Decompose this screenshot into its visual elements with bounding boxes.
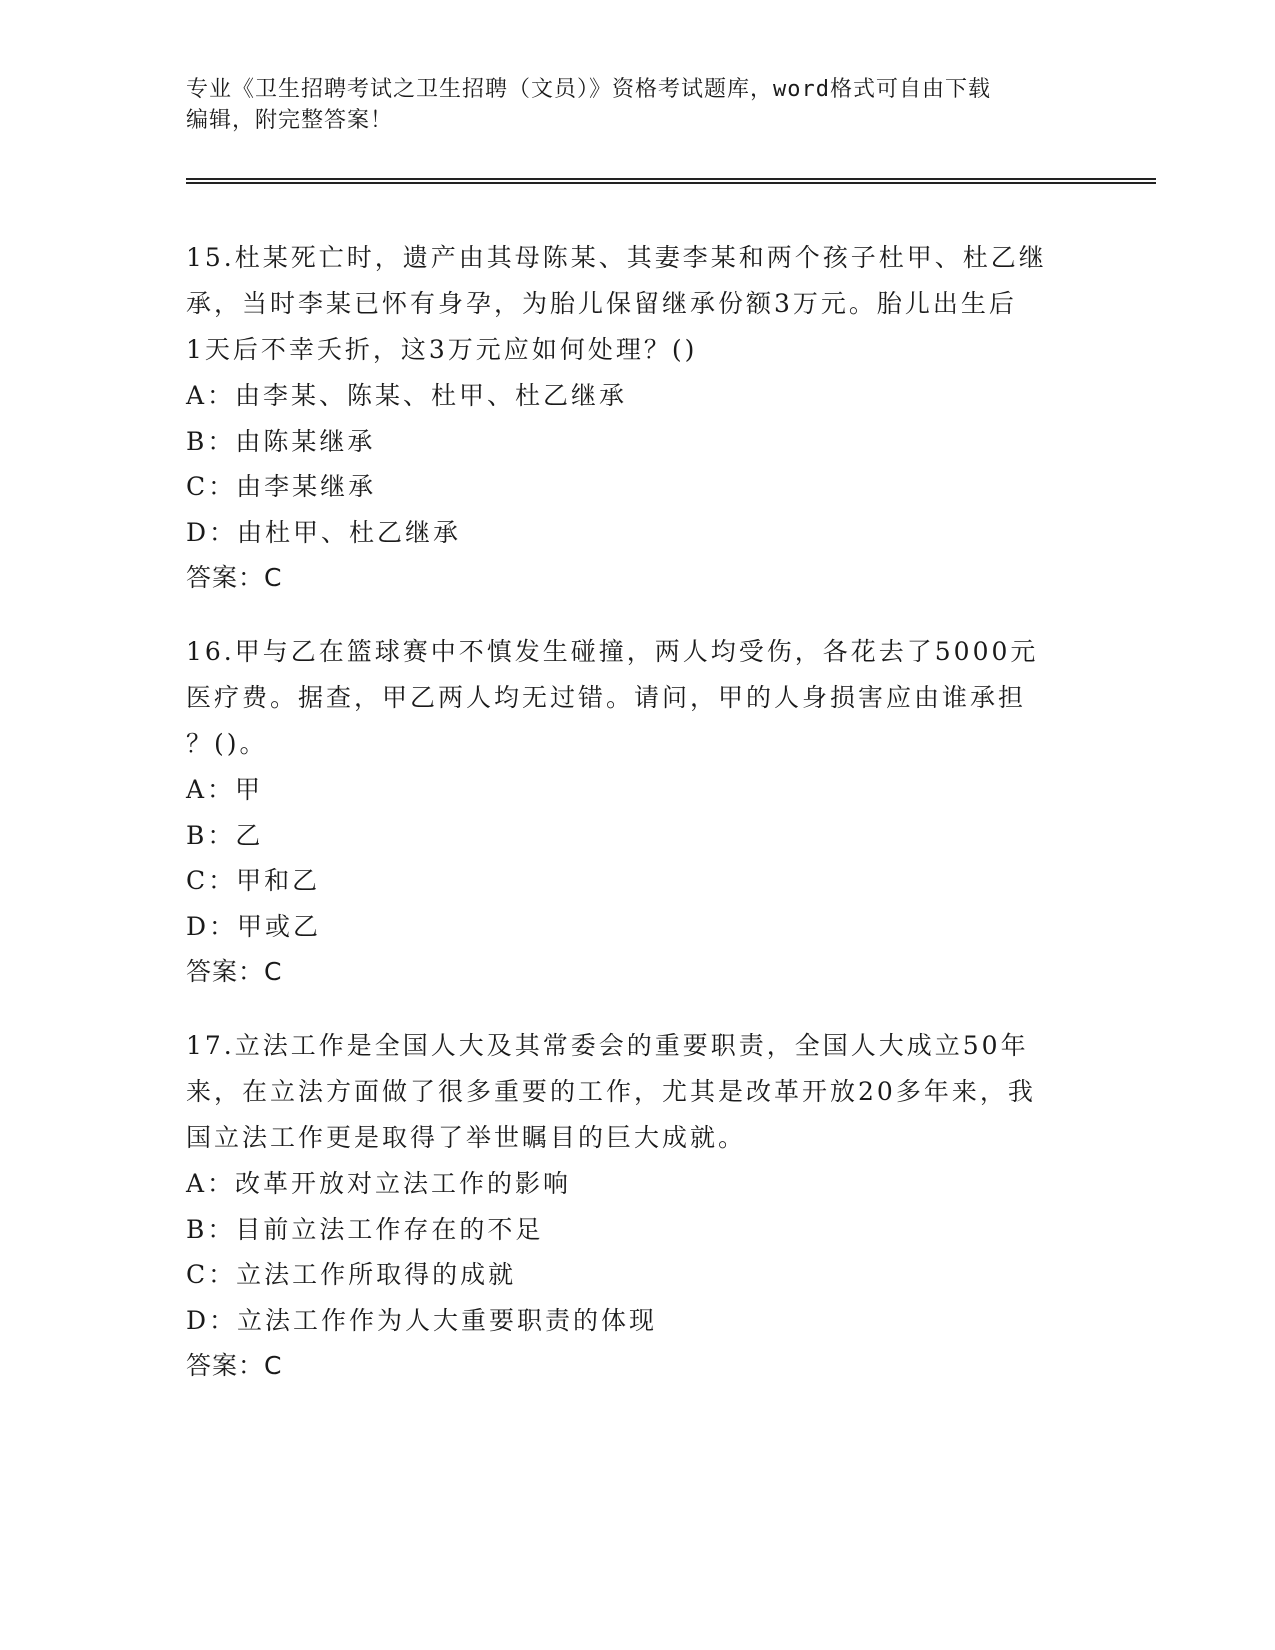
option-c: C：甲和乙 bbox=[186, 866, 321, 895]
question-stem-line: 来，在立法方面做了很多重要的工作，尤其是改革开放20多年来，我 bbox=[186, 1077, 1036, 1106]
option-b: B：乙 bbox=[186, 820, 264, 850]
option-d: D：甲或乙 bbox=[186, 911, 322, 941]
question-stem-line: 15.杜某死亡时，遗产由其母陈某、其妻李某和两个孩子杜甲、杜乙继 bbox=[186, 243, 1047, 272]
option-c: C：由李某继承 bbox=[186, 472, 377, 501]
question-block bbox=[186, 235, 1086, 601]
question-stem-line: 17.立法工作是全国人大及其常委会的重要职责，全国人大成立50年 bbox=[186, 1031, 1029, 1060]
question-stem-line: 承，当时李某已怀有身孕，为胎儿保留继承份额3万元。胎儿出生后 bbox=[186, 289, 1017, 318]
option-b: B：目前立法工作存在的不足 bbox=[186, 1214, 544, 1244]
question-stem-line: 国立法工作更是取得了举世瞩目的巨大成就。 bbox=[186, 1123, 747, 1152]
option-a: A：甲 bbox=[186, 775, 264, 804]
document-header bbox=[186, 74, 1086, 136]
question-stem-line: 医疗费。据查，甲乙两人均无过错。请问，甲的人身损害应由谁承担 bbox=[186, 683, 1027, 712]
question-stem-line: 1天后不幸夭折，这3万元应如何处理？() bbox=[186, 335, 698, 364]
header-divider bbox=[186, 182, 1156, 184]
question-stem-line: ？()。 bbox=[186, 729, 268, 758]
option-d: D：由杜甲、杜乙继承 bbox=[186, 517, 462, 547]
option-a: A：改革开放对立法工作的影响 bbox=[186, 1169, 572, 1198]
question-list bbox=[186, 235, 1086, 1417]
option-a: A：由李某、陈某、杜甲、杜乙继承 bbox=[186, 381, 628, 410]
answer-line: 答案：C bbox=[186, 957, 283, 986]
option-c: C：立法工作所取得的成就 bbox=[186, 1260, 517, 1289]
header-line: 专业《卫生招聘考试之卫生招聘（文员）》资格考试题库，word格式可自由下载 bbox=[186, 77, 991, 102]
question-stem-line: 16.甲与乙在篮球赛中不慎发生碰撞，两人均受伤，各花去了5000元 bbox=[186, 637, 1039, 666]
question-block bbox=[186, 1023, 1086, 1389]
question-block bbox=[186, 629, 1086, 995]
option-d: D：立法工作作为人大重要职责的体现 bbox=[186, 1305, 658, 1335]
header-divider bbox=[186, 178, 1156, 180]
answer-line: 答案：C bbox=[186, 1351, 283, 1380]
header-line: 编辑，附完整答案！ bbox=[186, 108, 394, 133]
option-b: B：由陈某继承 bbox=[186, 426, 376, 456]
answer-line: 答案：C bbox=[186, 563, 283, 592]
